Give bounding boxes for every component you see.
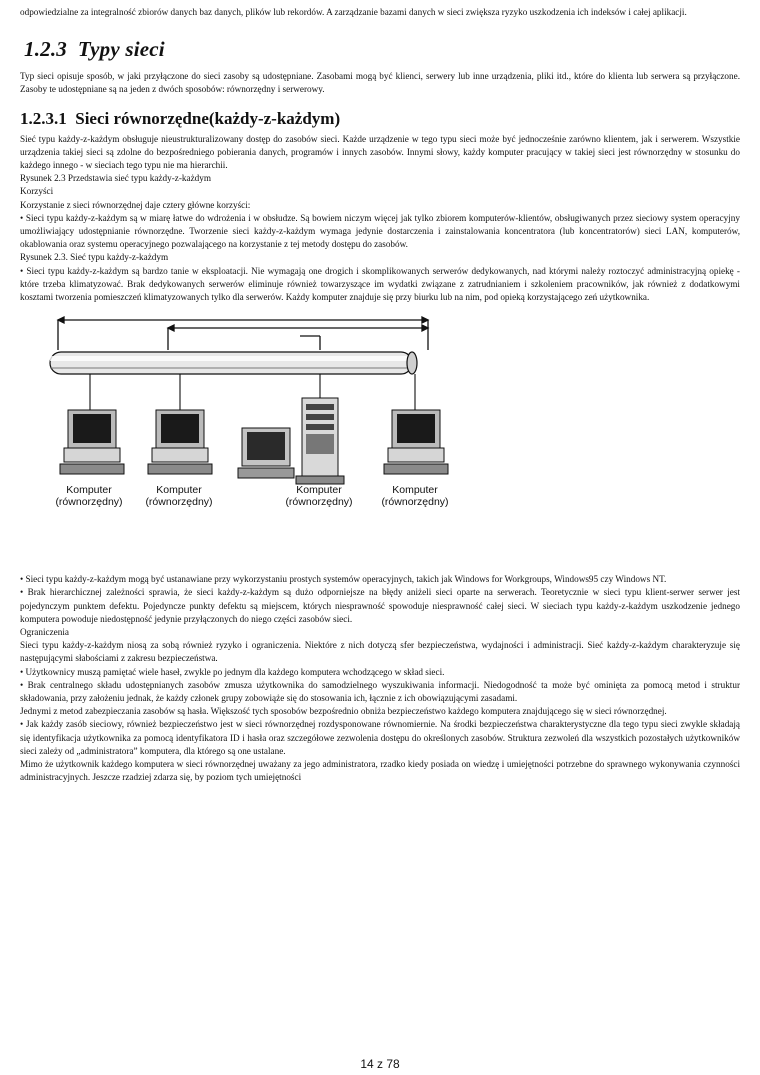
computer-icon: [60, 410, 124, 474]
subsection-title: Sieci równorzędne(każdy-z-każdym): [75, 108, 341, 128]
bullet-paragraph: • Brak hierarchicznej zależności sprawia, że sieci każdy-z-każdym są dużo odporniejsze na błędy aniżeli sieci oparte na serwerach. Teoretycznie w sieci typu klient-serwer serwer jest pojedynczym punktem defektu. Pojedyncze punkty defektu są miejscem, których niesprawność spowoduje niesprawność całej sieci. W sieciach typu każdy-z-każdym uszkodzenie jednego komputera powoduje niedostępność jedynie przyłączonych do niego części zasobów sieci.: [20, 587, 740, 624]
paragraph: Sieć typu każdy-z-każdym obsługuje nieustrukturalizowany dostęp do zasobów sieci. Każde urządzenie w tego typu sieci może być jednocześnie zarówno klientem, jak i serwerem. Wszystkie urządzenia takiej sieci są zdolne do bezpośredniego pobierania danych, programów i innych zasobów. Innymi słowy, każdy komputer pracujący w takiej sieci jest równorzędny w stosunku do każdego innego - w sieciach tego typu nie ma hierarchii.: [20, 133, 740, 171]
computer-icon: [384, 410, 448, 474]
subsection-number: 1.2.3.1: [20, 108, 67, 128]
section-heading: [24, 37, 740, 62]
paragraph-heading: Ograniczenia: [20, 627, 69, 638]
bullet-paragraph: • Jak każdy zasób sieciowy, również bezpieczeństwo jest w sieci równorzędnej rozdysponowane równomiernie. Na środki bezpieczeństwa charakterystyczne dla tego typu sieci zwykle składają się identyfikacja użytkownika za pomocą identyfikatora ID i hasła oraz szczegółowe zezwolenia dostępu do określonych zasobów. Struktura zezwoleń dla wszystkich pozostałych użytkowników sieci zależy od „administratora” komputera, dla którego są one ustalane.: [20, 719, 740, 756]
network-backbone: [50, 352, 417, 374]
section-text: Typ sieci opisuje sposób, w jaki przyłączone do sieci zasoby są udostępniane. Zasobami mogą być klienci, serwery lub inne urządzenia, pliki itd., które do klienta lub serwera są przyłączone. Zasoby te udostępniane są na jeden z dwóch sposobów: równorzędny i serwerowy.: [20, 71, 740, 95]
bullet-paragraph: • Sieci typu każdy-z-każdym są bardzo tanie w eksploatacji. Nie wymagają one drogich i skomplikowanych serwerów dedykowanych, nad którymi należy roztoczyć administracyjną opiekę - które trzeba klimatyzować. Brak dedykowanych serwerów eliminuje również towarzyszące im wydatki związane z zatrudnianiem i szkoleniem pracowników, jak również z dodatkowymi kosztami tworzenia pomieszczeń klimatyzowanych tylko dla serwerów. Każdy komputer znajduje się przy biurku lub na nim, pod opieką korzystającego zeń użytkownika.: [20, 265, 740, 303]
computer-label: Komputer (równorzędny): [145, 484, 213, 509]
bullet-paragraph: • Sieci typu każdy-z-każdym mogą być ustanawiane przy wykorzystaniu prostych systemów operacyjnych, takich jak Windows for Workgroups, Windows95 czy Windows NT.: [20, 574, 667, 585]
computer-label: Komputer (równorzędny): [55, 484, 123, 509]
computer-icon: [148, 410, 212, 474]
computer-label: Komputer (równorzędny): [285, 484, 353, 509]
tower-computer-icon: [296, 398, 344, 484]
figure-reference: Rysunek 2.3 Przedstawia sieć typu każdy-z-każdym: [20, 173, 211, 184]
page-number: 14 z 78: [360, 1057, 400, 1071]
monitor-icon: [238, 428, 294, 478]
bullet-paragraph: • Użytkownicy muszą pamiętać wiele haseł, zwykle po jednym dla każdego komputera wchodzącego w skład sieci.: [20, 666, 445, 677]
section-number: 1.2.3: [24, 37, 67, 62]
section-title: Typy sieci: [77, 37, 165, 62]
bullet-paragraph: • Sieci typu każdy-z-każdym są w miarę łatwe do wdrożenia i w obsłudze. Są bowiem niczym więcej jak tylko zbiorem komputerów-klientów, obsługiwanych przez sieciowy system operacyjny umożliwiający udostępnianie równorzędne. Tworzenie sieci każdy-z-każdym wymaga jedynie dostarczenia i zainstalowania koncentratora (lub koncentratorów) sieci LAN, komputerów, okablowania oraz systemu operacyjnego pozwalającego na korzystanie z tej metody dostępu do zasobów.: [20, 212, 740, 250]
paragraph: Jednymi z metod zabezpieczania zasobów są hasła. Większość tych sposobów bezpośrednio obniża bezpieczeństwo każdego komputera znajdującego się w sieci równorzędnej.: [20, 706, 667, 717]
figure-caption: Rysunek 2.3. Sieć typu każdy-z-każdym: [20, 252, 169, 263]
bullet-paragraph: • Brak centralnego składu udostępnianych zasobów zmusza użytkownika do samodzielnego wyszukiwania informacji. Niedogodność ta może być ominięta za pomocą metod i struktur składowania, przy założeniu jednak, że każdy członek grupy zobowiąże się do stosowania ich, łącznie z ich obowiązującymi zasadami.: [20, 679, 740, 704]
paragraph: Mimo że użytkownik każdego komputera w sieci równorzędnej uważany za jego administratora, rzadko kiedy posiada on wiedzę i umiejętności potrzebne do sprawnego wykonywania czynności administracyjnych. Jeszcze rzadziej zdarza się, by poziom tych umiejętności: [20, 759, 740, 783]
subsection-heading: [20, 109, 740, 129]
paragraph: Sieci typu każdy-z-każdym niosą za sobą również ryzyko i ograniczenia. Niektóre z nich dotyczą sfer bezpieczeństwa, wydajności i administracji. Sieć każdy-z-każdym charakteryzuje się następującymi słabościami z zakresu bezpieczeństwa.: [20, 640, 740, 664]
network-diagram: [20, 310, 740, 565]
paragraph: Korzystanie z sieci równorzędnej daje cztery główne korzyści:: [20, 199, 251, 210]
peer-connections: [58, 317, 428, 350]
peer-network-figure: [20, 310, 740, 565]
computer-label: Komputer (równorzędny): [381, 484, 449, 509]
paragraph-heading: Korzyści: [20, 186, 54, 197]
document-page: [20, 6, 740, 785]
intro-paragraph: odpowiedzialne za integralność zbiorów danych baz danych, plików lub rekordów. A zarządzanie bazami danych w sieci zwiększa ryzyko uszkodzenia ich indeksów i całej aplikacji.: [20, 7, 687, 17]
